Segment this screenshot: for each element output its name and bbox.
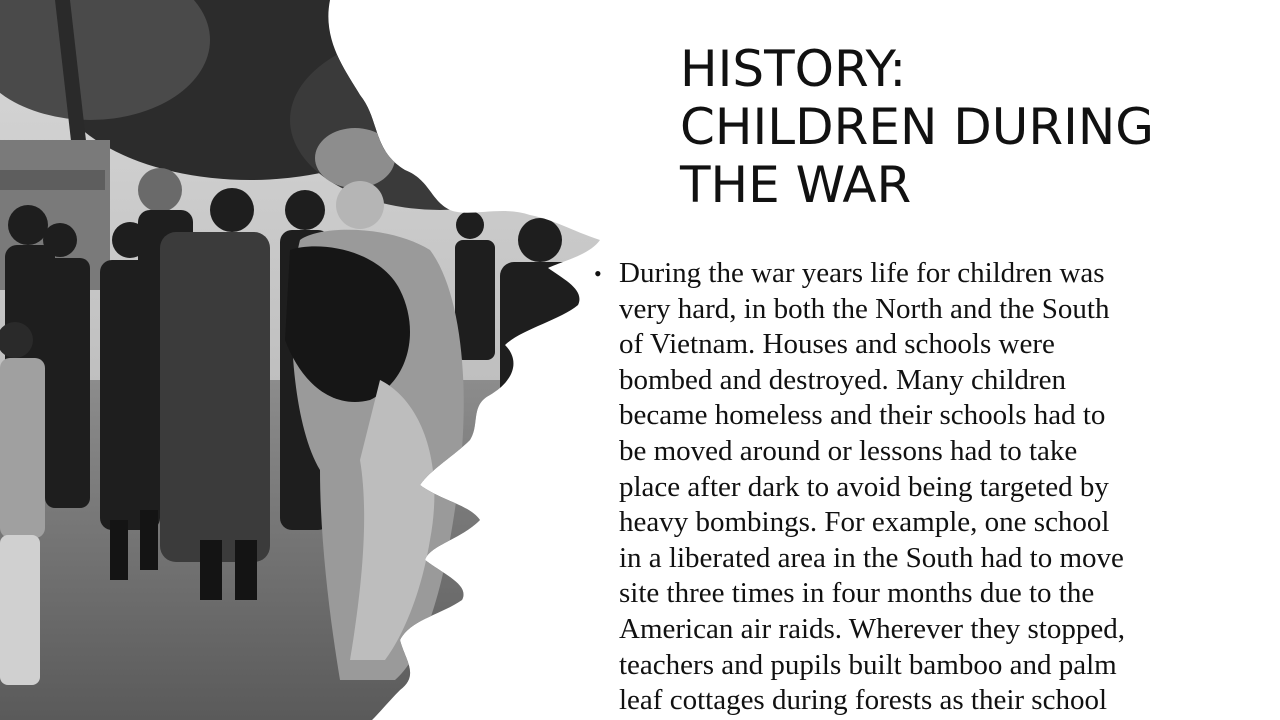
body-line-2: very hard, in both the North and the South <box>619 292 1110 325</box>
body-line-8: heavy bombings. For example, one school <box>619 506 1110 539</box>
bullet-icon: • <box>594 261 602 286</box>
body-line-9: in a liberated area in the South had to move <box>619 541 1124 574</box>
body-line-10: site three times in four months due to the <box>619 577 1095 610</box>
body-line-1: During the war years life for children was <box>619 257 1105 289</box>
body-line-13: leaf cottages during forests as their school <box>619 684 1108 717</box>
body-line-11: American air raids. Wherever they stopped, <box>619 612 1125 645</box>
body-line-4: bombed and destroyed. Many children <box>619 363 1066 396</box>
bullet-list <box>594 256 1194 719</box>
bullet-text <box>619 256 1125 719</box>
title-line-2: CHILDREN DURING <box>680 98 1154 156</box>
slide-title <box>680 40 1260 214</box>
body-line-5: became homeless and their schools had to <box>619 399 1106 432</box>
body-line-12: teachers and pupils built bamboo and palm <box>619 648 1117 681</box>
bullet-item <box>594 256 1194 719</box>
body-line-6: be moved around or lessons had to take <box>619 434 1078 467</box>
body-line-3: of Vietnam. Houses and schools were <box>619 328 1055 361</box>
title-line-3: THE WAR <box>680 156 912 214</box>
title-line-1: HISTORY: <box>680 40 907 98</box>
body-line-7: place after dark to avoid being targeted by <box>619 470 1109 503</box>
